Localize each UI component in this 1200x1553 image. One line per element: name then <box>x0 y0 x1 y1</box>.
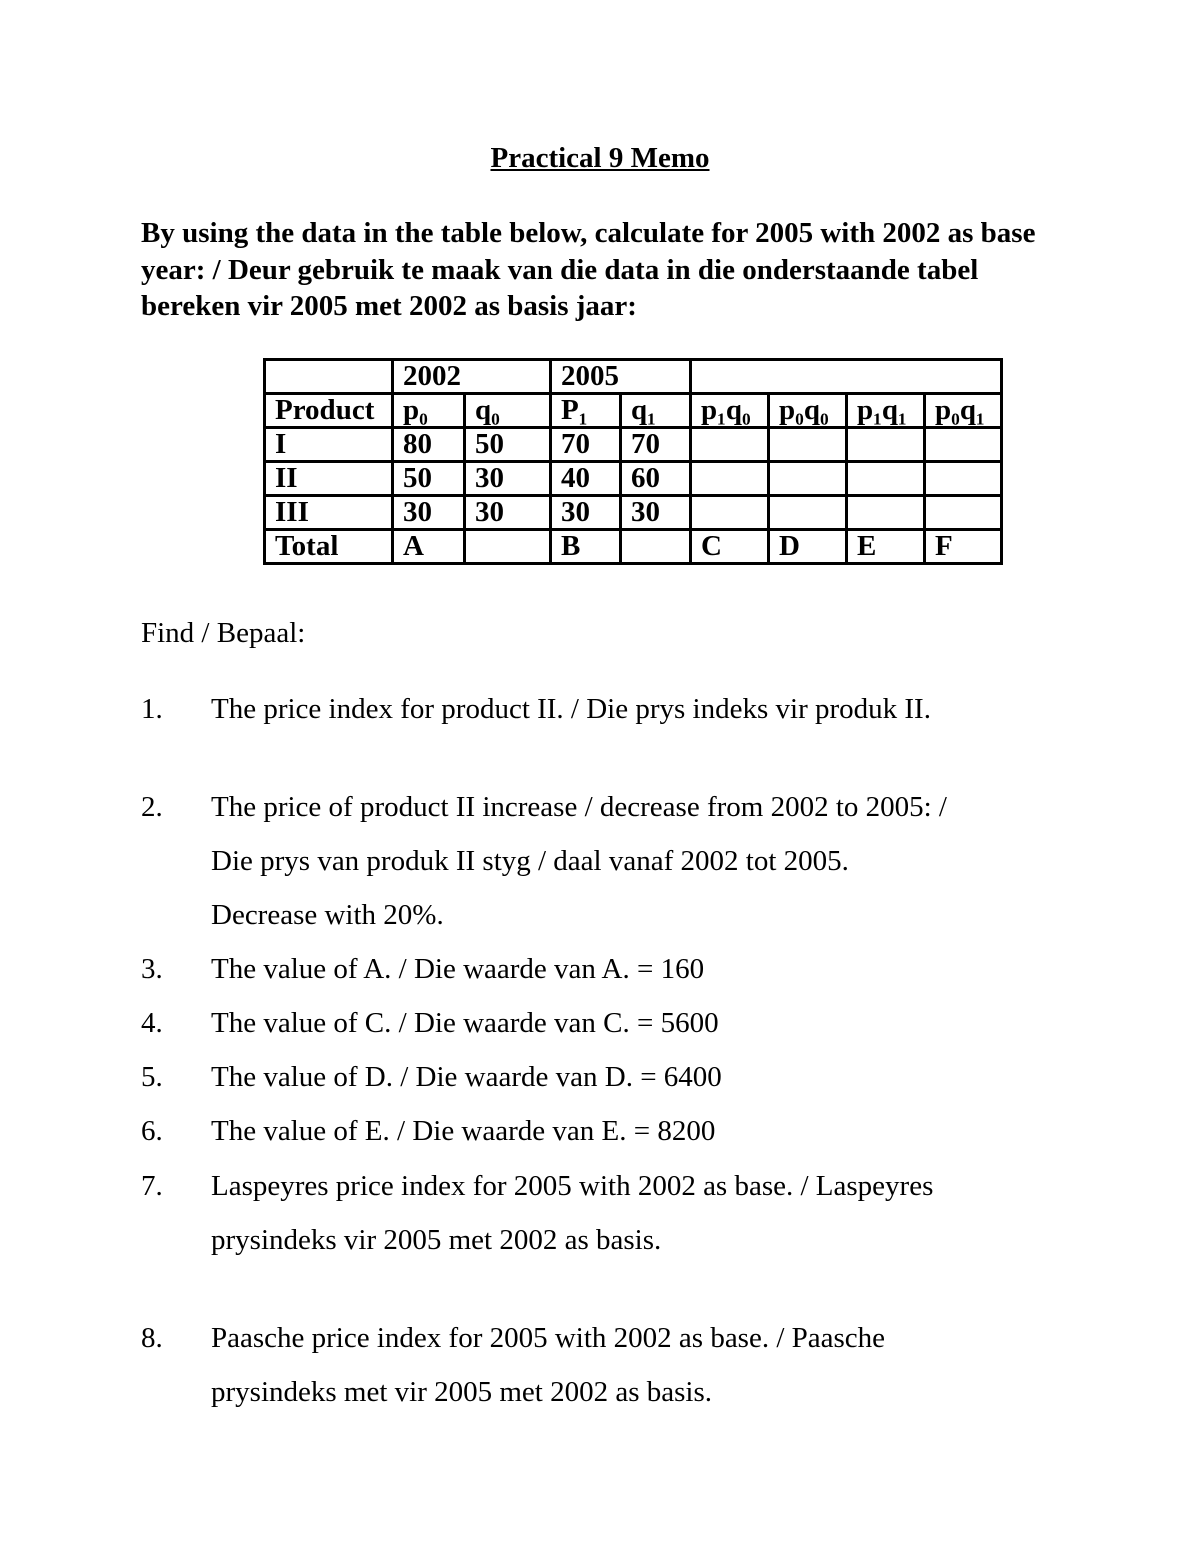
table-cell: Total <box>265 530 393 564</box>
column-header: q₀ <box>465 394 551 428</box>
question-text: Laspeyres price index for 2005 with 2002 as base. / Laspeyres <box>211 1170 934 1202</box>
table-row <box>265 462 1002 496</box>
answer-text: Decrease with 20%. <box>211 899 444 931</box>
table-cell <box>847 462 925 496</box>
column-header: p₀ <box>393 394 465 428</box>
column-header: p₁q₀ <box>691 394 769 428</box>
table-cell: F <box>925 530 1002 564</box>
table-cell <box>621 530 691 564</box>
year-2005-header: 2005 <box>551 360 691 394</box>
question-number: 4. <box>141 1007 163 1039</box>
table-cell: 50 <box>465 428 551 462</box>
column-header: Product <box>265 394 393 428</box>
table-cell: D <box>769 530 847 564</box>
table-cell <box>925 462 1002 496</box>
table-cell <box>769 428 847 462</box>
year-header-row <box>265 360 1002 394</box>
table-cell: 30 <box>465 462 551 496</box>
table-cell: B <box>551 530 621 564</box>
column-header: p₁q₁ <box>847 394 925 428</box>
table-cell: 50 <box>393 462 465 496</box>
question-number: 6. <box>141 1115 163 1147</box>
table-cell <box>925 428 1002 462</box>
column-header-row <box>265 394 1002 428</box>
question-text: Die prys van produk II styg / daal vanaf 2002 tot 2005. <box>211 845 849 877</box>
question-text: The price index for product II. / Die prys indeks vir produk II. <box>211 693 931 725</box>
table-cell: 80 <box>393 428 465 462</box>
question-number: 8. <box>141 1322 163 1354</box>
table-cell: 30 <box>465 496 551 530</box>
question-text: The value of E. / Die waarde van E. = 8200 <box>211 1115 716 1147</box>
column-header: q₁ <box>621 394 691 428</box>
table-cell <box>691 428 769 462</box>
table-row <box>265 496 1002 530</box>
question-text: The price of product II increase / decrease from 2002 to 2005: / <box>211 791 947 823</box>
find-label: Find / Bepaal: <box>141 617 306 649</box>
question-text: The value of C. / Die waarde van C. = 5600 <box>211 1007 719 1039</box>
question-text: The value of D. / Die waarde van D. = 6400 <box>211 1061 722 1093</box>
table-cell <box>847 496 925 530</box>
table-cell: III <box>265 496 393 530</box>
table-cell: 30 <box>551 496 621 530</box>
products-header-blank <box>691 360 1002 394</box>
question-text: The value of A. / Die waarde van A. = 160 <box>211 953 705 985</box>
table-cell: E <box>847 530 925 564</box>
column-header: p₀q₁ <box>925 394 1002 428</box>
table-cell <box>769 462 847 496</box>
table-cell <box>465 530 551 564</box>
question-text: prysindeks met vir 2005 met 2002 as basis. <box>211 1376 713 1408</box>
column-header: P₁ <box>551 394 621 428</box>
question-number: 5. <box>141 1061 163 1093</box>
table-cell: 40 <box>551 462 621 496</box>
table-corner-cell <box>265 360 393 394</box>
table-cell: 30 <box>621 496 691 530</box>
table-cell <box>847 428 925 462</box>
total-row <box>265 530 1002 564</box>
table-cell <box>769 496 847 530</box>
table-cell <box>691 496 769 530</box>
question-text: prysindeks vir 2005 met 2002 as basis. <box>211 1224 662 1256</box>
question-number: 3. <box>141 953 163 985</box>
year-2002-header: 2002 <box>393 360 551 394</box>
data-table <box>263 358 1003 565</box>
instructions: By using the data in the table below, calculate for 2005 with 2002 as base year: / Deur gebruik te maak van die data in die onderstaande tabel bereken vir 2005 met 2002 as basis jaar: <box>141 217 1036 322</box>
question-number: 2. <box>141 791 163 823</box>
table-row <box>265 428 1002 462</box>
question-number: 7. <box>141 1170 163 1202</box>
table-cell: A <box>393 530 465 564</box>
table-cell: II <box>265 462 393 496</box>
table-cell: 70 <box>621 428 691 462</box>
table-cell: C <box>691 530 769 564</box>
table-cell: 30 <box>393 496 465 530</box>
table-cell: 60 <box>621 462 691 496</box>
question-text: Paasche price index for 2005 with 2002 as base. / Paasche <box>211 1322 886 1354</box>
table-cell <box>691 462 769 496</box>
table-cell <box>925 496 1002 530</box>
table-cell: I <box>265 428 393 462</box>
table-cell: 70 <box>551 428 621 462</box>
column-header: p₀q₀ <box>769 394 847 428</box>
question-number: 1. <box>141 693 163 725</box>
page-title: Practical 9 Memo <box>490 142 710 174</box>
